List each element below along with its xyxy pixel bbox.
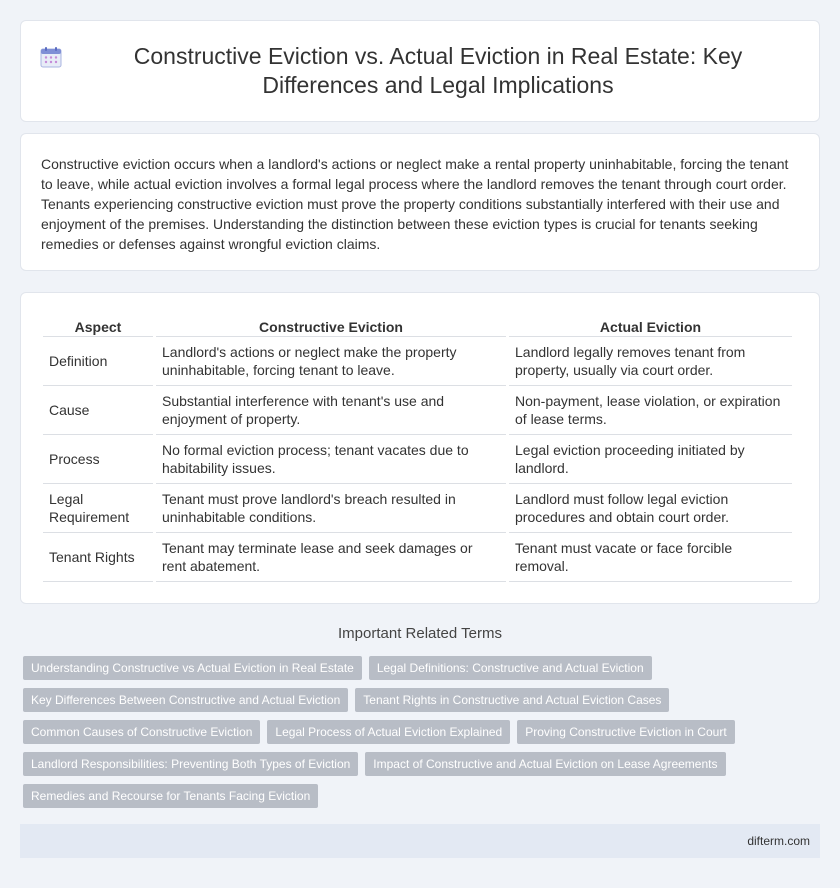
table-cell: Cause	[43, 386, 153, 435]
table-cell: Tenant must vacate or face forcible removal.	[509, 533, 792, 582]
table-cell: Legal Requirement	[43, 484, 153, 533]
table-cell: Landlord must follow legal eviction procedures and obtain court order.	[509, 484, 792, 533]
related-term-link[interactable]: Key Differences Between Constructive and Actual Eviction	[23, 688, 348, 712]
table-cell: Landlord legally removes tenant from property, usually via court order.	[509, 337, 792, 386]
table-cell: Tenant may terminate lease and seek damages or rent abatement.	[156, 533, 506, 582]
tag-row	[23, 688, 823, 712]
title-wrap	[40, 42, 800, 100]
table-cell: Landlord's actions or neglect make the property uninhabitable, forcing tenant to leave.	[156, 337, 506, 386]
related-term-link[interactable]: Understanding Constructive vs Actual Eviction in Real Estate	[23, 656, 362, 680]
table-cell: Non-payment, lease violation, or expiration of lease terms.	[509, 386, 792, 435]
column-header-constructive: Constructive Eviction	[156, 313, 506, 337]
column-header-actual: Actual Eviction	[509, 313, 792, 337]
tag-row	[23, 720, 823, 744]
footer	[20, 824, 820, 858]
table-cell: Substantial interference with tenant's use and enjoyment of property.	[156, 386, 506, 435]
footer-site-link[interactable]: difterm.com	[747, 834, 810, 848]
related-terms-heading: Important Related Terms	[338, 625, 502, 642]
related-terms-list	[23, 656, 823, 816]
table-cell: Tenant Rights	[43, 533, 153, 582]
related-term-link[interactable]: Proving Constructive Eviction in Court	[517, 720, 734, 744]
title-card	[20, 20, 820, 122]
intro-paragraph: Constructive eviction occurs when a landlord's actions or neglect make a rental property uninhabitable, forcing the tenant to leave, while actual eviction involves a formal legal process where the landlord removes the tenant through court order. Tenants experiencing constructive eviction must prove the property conditions substantially interfered with their use and enjoyment of the premises. Understanding the distinction between these eviction types is crucial for tenants seeking remedies or defenses against wrongful eviction claims.	[41, 156, 789, 252]
table-row	[43, 533, 792, 582]
table-cell: Tenant must prove landlord's breach resulted in uninhabitable conditions.	[156, 484, 506, 533]
page-title: Constructive Eviction vs. Actual Eviction in Real Estate: Key Differences and Legal Implications	[133, 43, 743, 98]
table-cell: No formal eviction process; tenant vacates due to habitability issues.	[156, 435, 506, 484]
table-cell: Definition	[43, 337, 153, 386]
table-row	[43, 435, 792, 484]
related-term-link[interactable]: Legal Process of Actual Eviction Explained	[267, 720, 510, 744]
table-cell: Process	[43, 435, 153, 484]
related-term-link[interactable]: Remedies and Recourse for Tenants Facing Eviction	[23, 784, 318, 808]
table-header-row	[43, 313, 792, 337]
related-term-link[interactable]: Legal Definitions: Constructive and Actual Eviction	[369, 656, 652, 680]
related-term-link[interactable]: Common Causes of Constructive Eviction	[23, 720, 260, 744]
table-row	[43, 386, 792, 435]
related-term-link[interactable]: Impact of Constructive and Actual Eviction on Lease Agreements	[365, 752, 725, 776]
related-term-link[interactable]: Tenant Rights in Constructive and Actual Eviction Cases	[355, 688, 669, 712]
tag-row	[23, 656, 823, 680]
calendar-icon	[40, 46, 62, 68]
table-cell: Legal eviction proceeding initiated by landlord.	[509, 435, 792, 484]
comparison-table	[40, 313, 795, 582]
comparison-table-card	[20, 292, 820, 604]
table-row	[43, 484, 792, 533]
tag-row	[23, 784, 823, 808]
related-term-link[interactable]: Landlord Responsibilities: Preventing Both Types of Eviction	[23, 752, 358, 776]
column-header-aspect: Aspect	[43, 313, 153, 337]
tag-row	[23, 752, 823, 776]
intro-card	[20, 133, 820, 271]
table-row	[43, 337, 792, 386]
